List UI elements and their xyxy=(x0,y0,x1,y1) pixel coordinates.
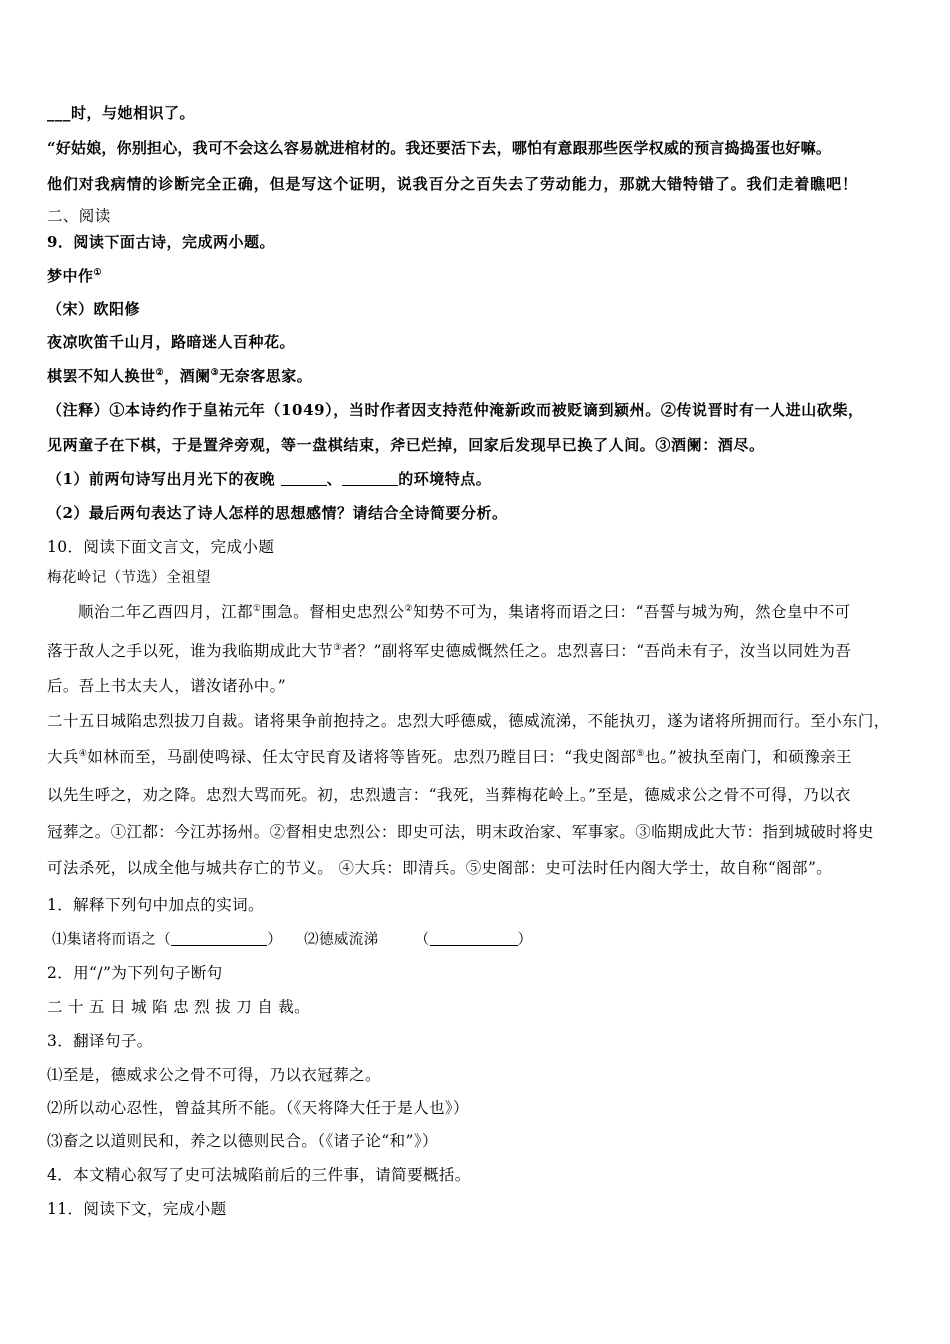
quote-line-1: “好姑娘，你别担心，我可不会这么容易就进棺材的。我还要活下去，哪怕有意跟那些医学权威的预言捣捣蛋也好嘛。 xyxy=(47,139,832,157)
annotation-line-2: 见两童子在下棋，于是置斧旁观，等一盘棋结束，斧已烂掉，回家后发现早已换了人间。③酒阑：酒尽。 xyxy=(47,436,765,454)
answer-blank-1[interactable] xyxy=(281,470,327,486)
q10-sub-1-items: ⑴集诸将而语之（ ） ⑵德威流涕 （ ） xyxy=(52,932,533,948)
passage-p2-line-2: 大兵④如林而至，马副使鸣禄、任太守民育及诸将等皆死。忠烈乃瞠目曰：“我史阁部⑤也。”被执至南门，和硕豫亲王 xyxy=(47,748,852,766)
passage-p2-line-1: 二十五日城陷忠烈拔刀自裁。诸将果争前抱持之。忠烈大呼德威，德威流涕，不能执刃，遂为诸将所拥而行。至小东门， xyxy=(47,712,890,730)
q10-sub-3-3: ⑶畜之以道则民和，养之以德则民合。（《诸子论“和”》） xyxy=(47,1132,438,1150)
q10-sub-3: 3．翻译句子。 xyxy=(47,1032,153,1050)
quote-line-2: 他们对我病情的诊断完全正确，但是写这个证明，说我百分之百失去了劳动能力，那就大错特错了。我们走着瞧吧！ xyxy=(47,175,858,193)
annotation-line-1: （注释）①本诗约作于皇祐元年（1049），当时作者因支持范仲淹新政而被贬谪到颍州。②传说晋时有一人进山砍柴， xyxy=(47,401,864,419)
q10-sub-1: 1．解释下列句中加点的实词。 xyxy=(47,896,264,914)
q10-stem: 10．阅读下面文言文，完成小题 xyxy=(47,538,275,556)
q9-sub-2: （2）最后两句表达了诗人怎样的思想感情？请结合全诗简要分析。 xyxy=(47,504,508,522)
answer-blank-4[interactable] xyxy=(430,930,518,946)
poem-line-2: 棋罢不知人换世②，酒阑③无奈客思家。 xyxy=(47,367,313,385)
q10-sub-4: 4．本文精心叙写了史可法城陷前后的三件事，请简要概括。 xyxy=(47,1166,471,1184)
q11-stem: 11．阅读下文，完成小题 xyxy=(47,1200,227,1218)
q9-stem: 9．阅读下面古诗，完成两小题。 xyxy=(47,233,275,251)
answer-blank-2[interactable] xyxy=(342,470,398,486)
q10-sub-3-2: ⑵所以动心忍性，曾益其所不能。（《天将降大任于是人也》） xyxy=(47,1099,469,1117)
q10-sub-3-1: ⑴至是，德威求公之骨不可得，乃以衣冠葬之。 xyxy=(47,1066,381,1084)
q10-sub-2: 2．用“/”为下列句子断句 xyxy=(47,964,223,982)
poem-line-1: 夜凉吹笛千山月，路暗迷人百种花。 xyxy=(47,333,296,351)
section-heading: 二、阅读 xyxy=(47,207,111,225)
poem-author: （宋）欧阳修 xyxy=(47,300,141,318)
passage-p2-line-5: 可法杀死，以成全他与城共存亡的节义。 ④大兵：即清兵。⑤史阁部：史可法时任内阁大学士，故自称“阁部”。 xyxy=(47,859,833,877)
answer-blank-3[interactable] xyxy=(171,930,267,946)
q10-sub-2-sentence: 二 十 五 日 城 陷 忠 烈 拔 刀 自 裁。 xyxy=(47,998,310,1016)
fill-blank: ___ xyxy=(47,104,71,122)
passage-p1-line-2: 落于敌人之手以死，谁为我临期成此大节③者？”副将军史德威慨然任之。忠烈喜曰：“吾尚未有子，汝当以同姓为吾 xyxy=(47,642,852,660)
q9-sub-1: （1）前两句诗写出月光下的夜晚 、 的环境特点。 xyxy=(47,470,492,488)
passage-p1-line-3: 后。吾上书太夫人，谱汝诸孙中。” xyxy=(47,677,287,695)
passage-p2-line-4: 冠葬之。①江都：今江苏扬州。②督相史忠烈公：即史可法，明末政治家、军事家。③临期成此大节：指到城破时将史 xyxy=(47,823,874,841)
passage-title: 梅花岭记（节选）全祖望 xyxy=(47,570,211,586)
passage-p1-line-1: 顺治二年乙酉四月，江都①围急。督相史忠烈公②知势不可为，集诸将而语之曰：“吾誓与城为殉，然仓皇中不可 xyxy=(78,603,851,621)
poem-title: 梦中作① xyxy=(47,267,103,285)
prev-line-1: ___时，与她相识了。 xyxy=(47,104,196,122)
passage-p2-line-3: 以先生呼之，劝之降。忠烈大骂而死。初，忠烈遗言：“我死，当葬梅花岭上。”至是，德威求公之骨不可得，乃以衣 xyxy=(47,786,851,804)
